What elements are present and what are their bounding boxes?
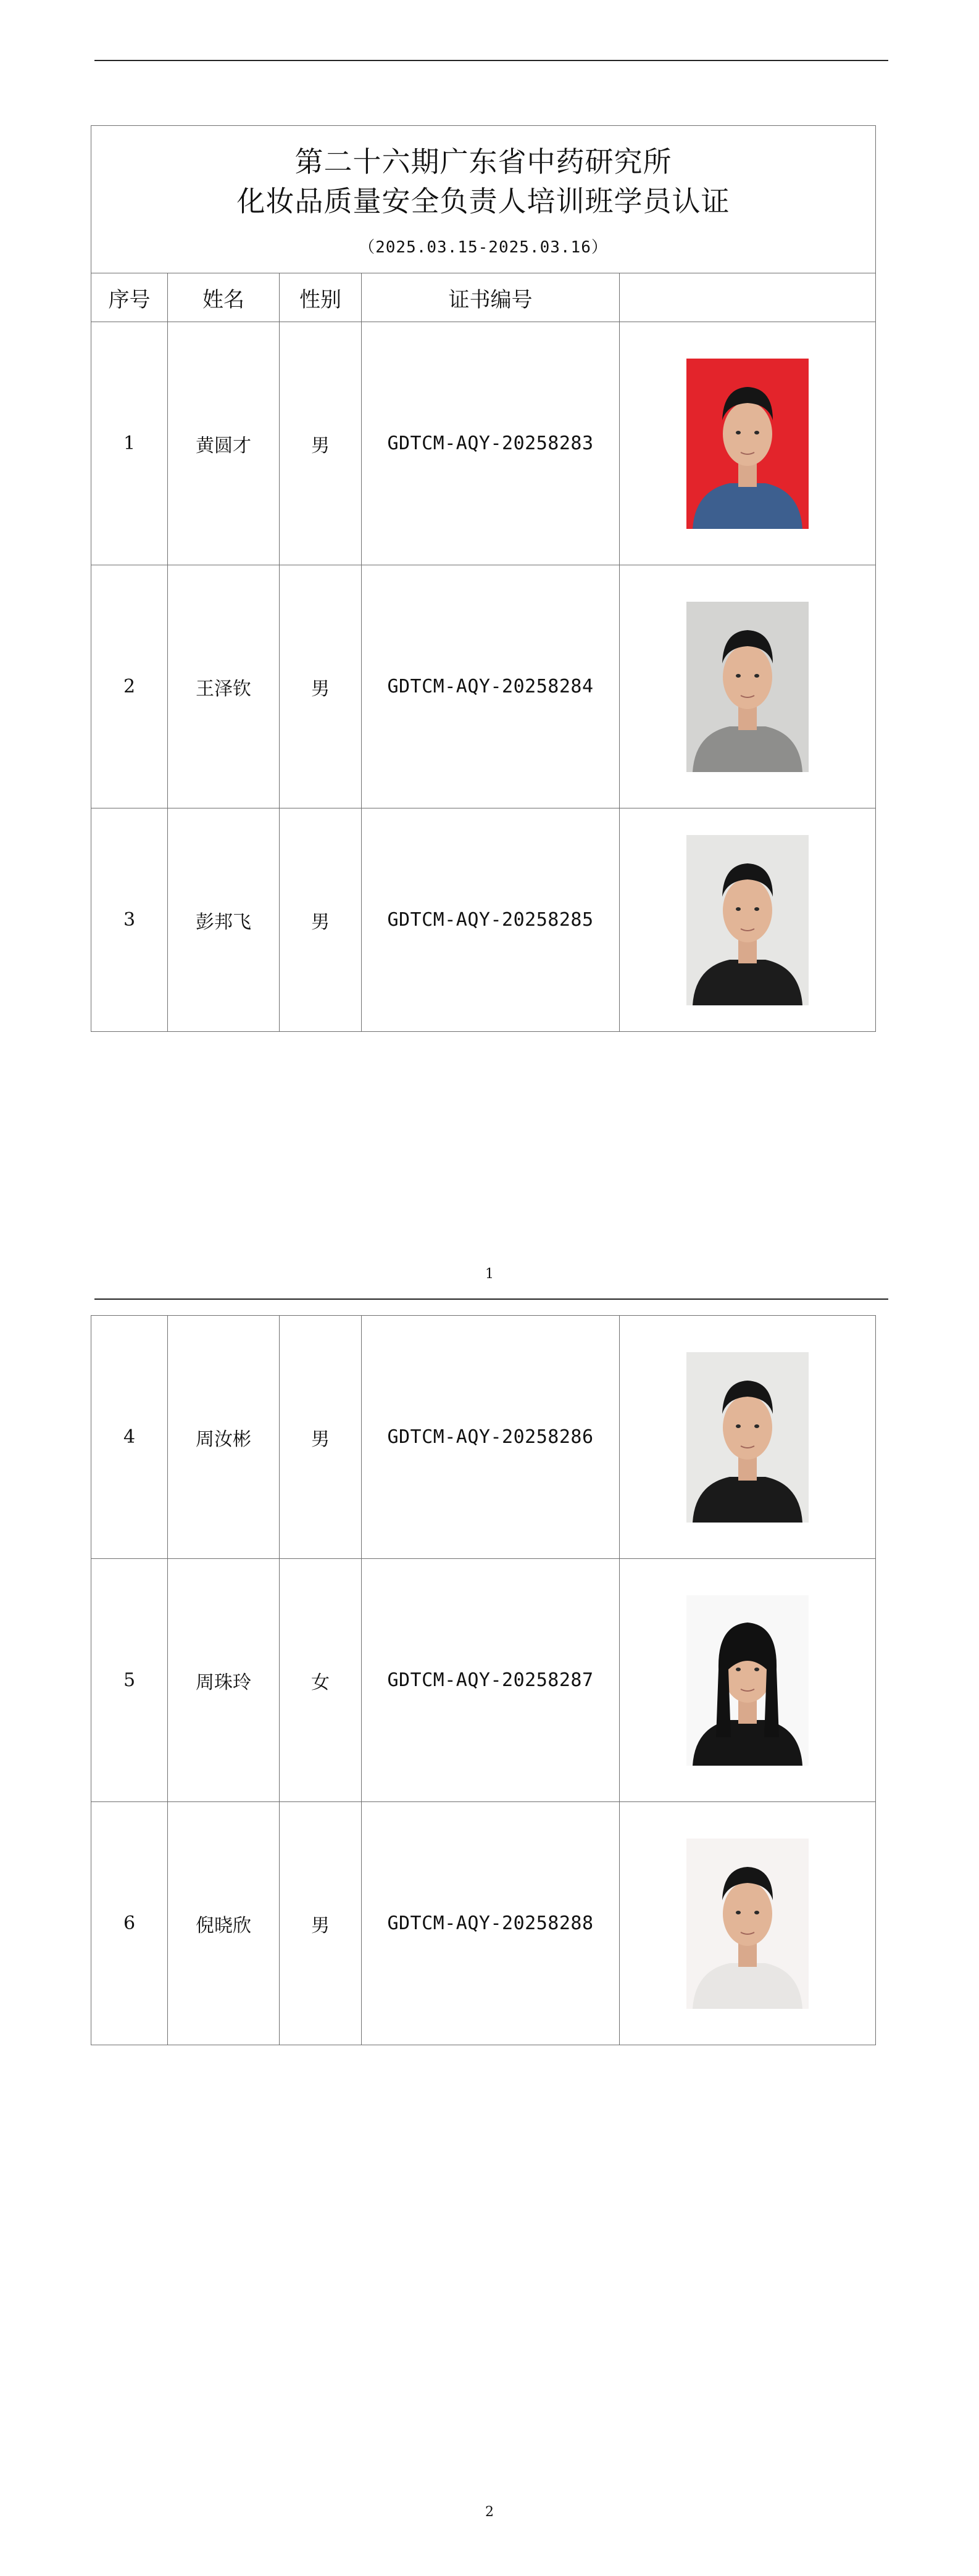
header-photo [620, 273, 876, 322]
row-cert-number: GDTCM-AQY-20258283 [362, 322, 620, 565]
row-cert-number: GDTCM-AQY-20258284 [362, 565, 620, 808]
row-gender: 女 [280, 1559, 362, 1802]
row-gender: 男 [280, 565, 362, 808]
row-no: 2 [91, 565, 168, 808]
row-name: 彭邦飞 [168, 808, 280, 1032]
header-gender: 性别 [280, 273, 362, 322]
row-gender: 男 [280, 1316, 362, 1559]
table-row [91, 565, 876, 808]
row-name: 周珠玲 [168, 1559, 280, 1802]
table-title-cell [91, 126, 876, 273]
student-table-page-1 [91, 125, 876, 1032]
student-photo [686, 1839, 809, 2009]
row-cert-number: GDTCM-AQY-20258286 [362, 1316, 620, 1559]
row-photo-cell [620, 1559, 876, 1802]
table-row [91, 1559, 876, 1802]
row-name: 倪晓欣 [168, 1802, 280, 2045]
row-name: 周汝彬 [168, 1316, 280, 1559]
student-photo [686, 835, 809, 1005]
row-photo-cell [620, 322, 876, 565]
header-no: 序号 [91, 273, 168, 322]
student-photo [686, 602, 809, 772]
row-photo-cell [620, 1802, 876, 2045]
table-row [91, 322, 876, 565]
row-gender: 男 [280, 1802, 362, 2045]
table-row [91, 1316, 876, 1559]
header-cert: 证书编号 [362, 273, 620, 322]
document-title-line-1: 第二十六期广东省中药研究所 [294, 144, 672, 178]
row-name: 王泽钦 [168, 565, 280, 808]
row-cert-number: GDTCM-AQY-20258288 [362, 1802, 620, 2045]
page-top-rule [94, 1298, 888, 1300]
row-cert-number: GDTCM-AQY-20258285 [362, 808, 620, 1032]
page-top-rule [94, 60, 888, 61]
date-range: （2025.03.15-2025.03.16） [359, 238, 608, 257]
row-photo-cell [620, 565, 876, 808]
row-gender: 男 [280, 322, 362, 565]
page-number: 2 [485, 2504, 494, 2520]
row-photo-cell [620, 808, 876, 1032]
document-title-line-2: 化妆品质量安全负责人培训班学员认证 [236, 184, 730, 218]
table-row [91, 1802, 876, 2045]
row-photo-cell [620, 1316, 876, 1559]
page-number: 1 [485, 1266, 494, 1282]
row-no: 1 [91, 322, 168, 565]
table-row [91, 808, 876, 1032]
student-table-page-2 [91, 1315, 876, 2045]
row-name: 黄圆才 [168, 322, 280, 565]
student-photo [686, 1595, 809, 1766]
table-header-row [91, 273, 876, 322]
row-no: 5 [91, 1559, 168, 1802]
student-photo [686, 1352, 809, 1523]
student-photo [686, 359, 809, 529]
row-gender: 男 [280, 808, 362, 1032]
header-name: 姓名 [168, 273, 280, 322]
row-cert-number: GDTCM-AQY-20258287 [362, 1559, 620, 1802]
row-no: 4 [91, 1316, 168, 1559]
row-no: 6 [91, 1802, 168, 2045]
row-no: 3 [91, 808, 168, 1032]
